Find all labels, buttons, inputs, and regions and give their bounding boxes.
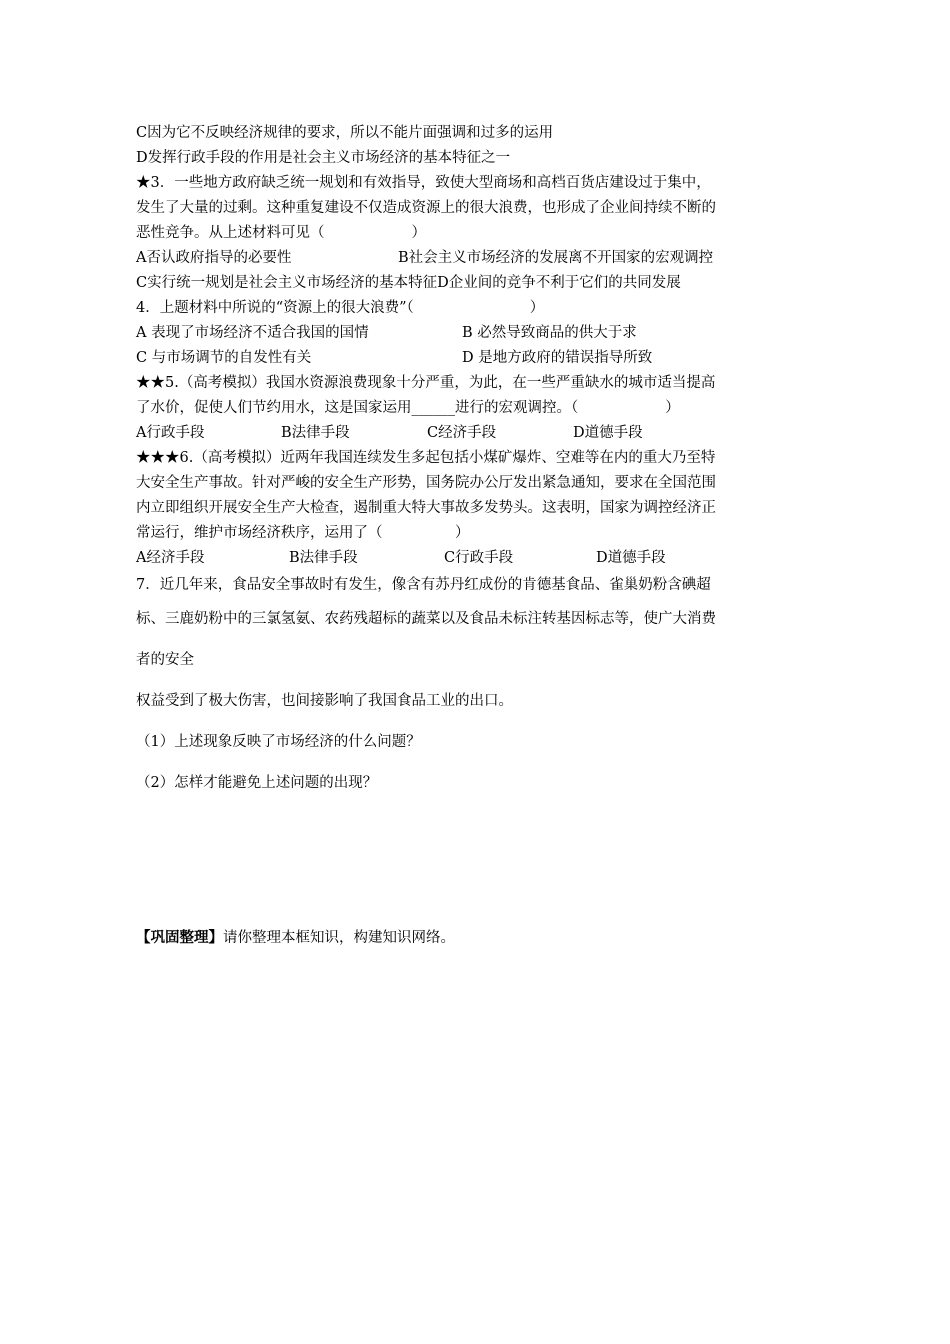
q4-option-a: A 表现了市场经济不适合我国的国情	[136, 325, 369, 341]
q7-subquestion-1: （1）上述现象反映了市场经济的什么问题？	[136, 734, 421, 750]
q6-option-b: B法律手段	[289, 550, 358, 566]
q7-stem-line-4: 权益受到了极大伤害，也间接影响了我国食品工业的出口。	[136, 693, 513, 709]
q7-stem-line-2: 标、三鹿奶粉中的三氯氢氨、农药残超标的蔬菜以及食品未标注转基因标志等，使广大消费	[136, 611, 716, 627]
q3-stem-line-2: 发生了大量的过剩。这种重复建设不仅造成资源上的很大浪费，也形成了企业间持续不断的	[136, 200, 716, 216]
q6-options-row	[136, 546, 826, 571]
q3-option-a: A否认政府指导的必要性	[136, 250, 292, 266]
q6-stem-line-3: 内立即组织开展安全生产大检查，遏制重大特大事故多发势头。这表明，国家为调控经济正	[136, 500, 716, 516]
q5-stem-line-2: 了水价，促使人们节约用水，这是国家运用______进行的宏观调控。（ ）	[136, 400, 680, 416]
q4-option-c: C 与市场调节的自发性有关	[136, 350, 312, 366]
consolidate-text: 请你整理本框知识，构建知识网络。	[223, 930, 455, 946]
q7-stem-line-3: 者的安全	[136, 652, 194, 668]
q7-subquestion-2: （2）怎样才能避免上述问题的出现？	[136, 775, 378, 791]
q3-stem-line-3: 恶性竞争。从上述材料可见（ ）	[136, 225, 426, 241]
consolidate-heading: 【巩固整理】	[136, 929, 223, 946]
q5-options-row	[136, 421, 826, 446]
q4-option-b: B 必然导致商品的供大于求	[462, 325, 637, 341]
q4-options-row-2	[136, 346, 826, 371]
q5-option-d: D道德手段	[573, 425, 643, 441]
q3-option-c: C实行统一规划是社会主义市场经济的基本特征	[136, 275, 438, 291]
q7-stem-line-1: 7．近几年来，食品安全事故时有发生，像含有苏丹红成份的肯德基食品、雀巢奶粉含碘超	[136, 577, 711, 593]
q3-options-row-1	[136, 246, 826, 271]
q4-options-row-1	[136, 321, 826, 346]
q4-option-d: D 是地方政府的错误指导所致	[462, 350, 653, 366]
q6-stem-line-2: 大安全生产事故。针对严峻的安全生产形势，国务院办公厅发出紧急通知，要求在全国范围	[136, 475, 716, 491]
q2-option-c: C因为它不反映经济规律的要求，所以不能片面强调和过多的运用	[136, 125, 554, 141]
q6-stem-line-1: ★★★6.（高考模拟）近两年我国连续发生多起包括小煤矿爆炸、空难等在内的重大乃至特	[136, 450, 716, 466]
q3-stem-line-1: ★3．一些地方政府缺乏统一规划和有效指导，致使大型商场和高档百货店建设过于集中，	[136, 175, 711, 191]
q5-option-b: B法律手段	[281, 425, 350, 441]
q6-option-c: C行政手段	[444, 550, 514, 566]
q4-stem: 4．上题材料中所说的“资源上的很大浪费”（ ）	[136, 300, 545, 316]
q5-option-a: A行政手段	[136, 425, 205, 441]
q5-stem-line-1: ★★5.（高考模拟）我国水资源浪费现象十分严重，为此，在一些严重缺水的城市适当提高	[136, 375, 716, 391]
q3-option-d: D企业间的竞争不利于它们的共同发展	[437, 275, 681, 291]
worksheet-content	[136, 121, 826, 804]
q6-stem-line-4: 常运行，维护市场经济秩序，运用了（ ）	[136, 525, 470, 541]
consolidate-section	[136, 925, 455, 951]
q3-option-b: B社会主义市场经济的发展离不开国家的宏观调控	[398, 250, 714, 266]
q3-options-row-2	[136, 271, 826, 296]
q6-option-d: D道德手段	[596, 550, 666, 566]
q6-option-a: A经济手段	[136, 550, 205, 566]
q5-option-c: C经济手段	[427, 425, 497, 441]
q2-option-d: D发挥行政手段的作用是社会主义市场经济的基本特征之一	[136, 150, 511, 166]
